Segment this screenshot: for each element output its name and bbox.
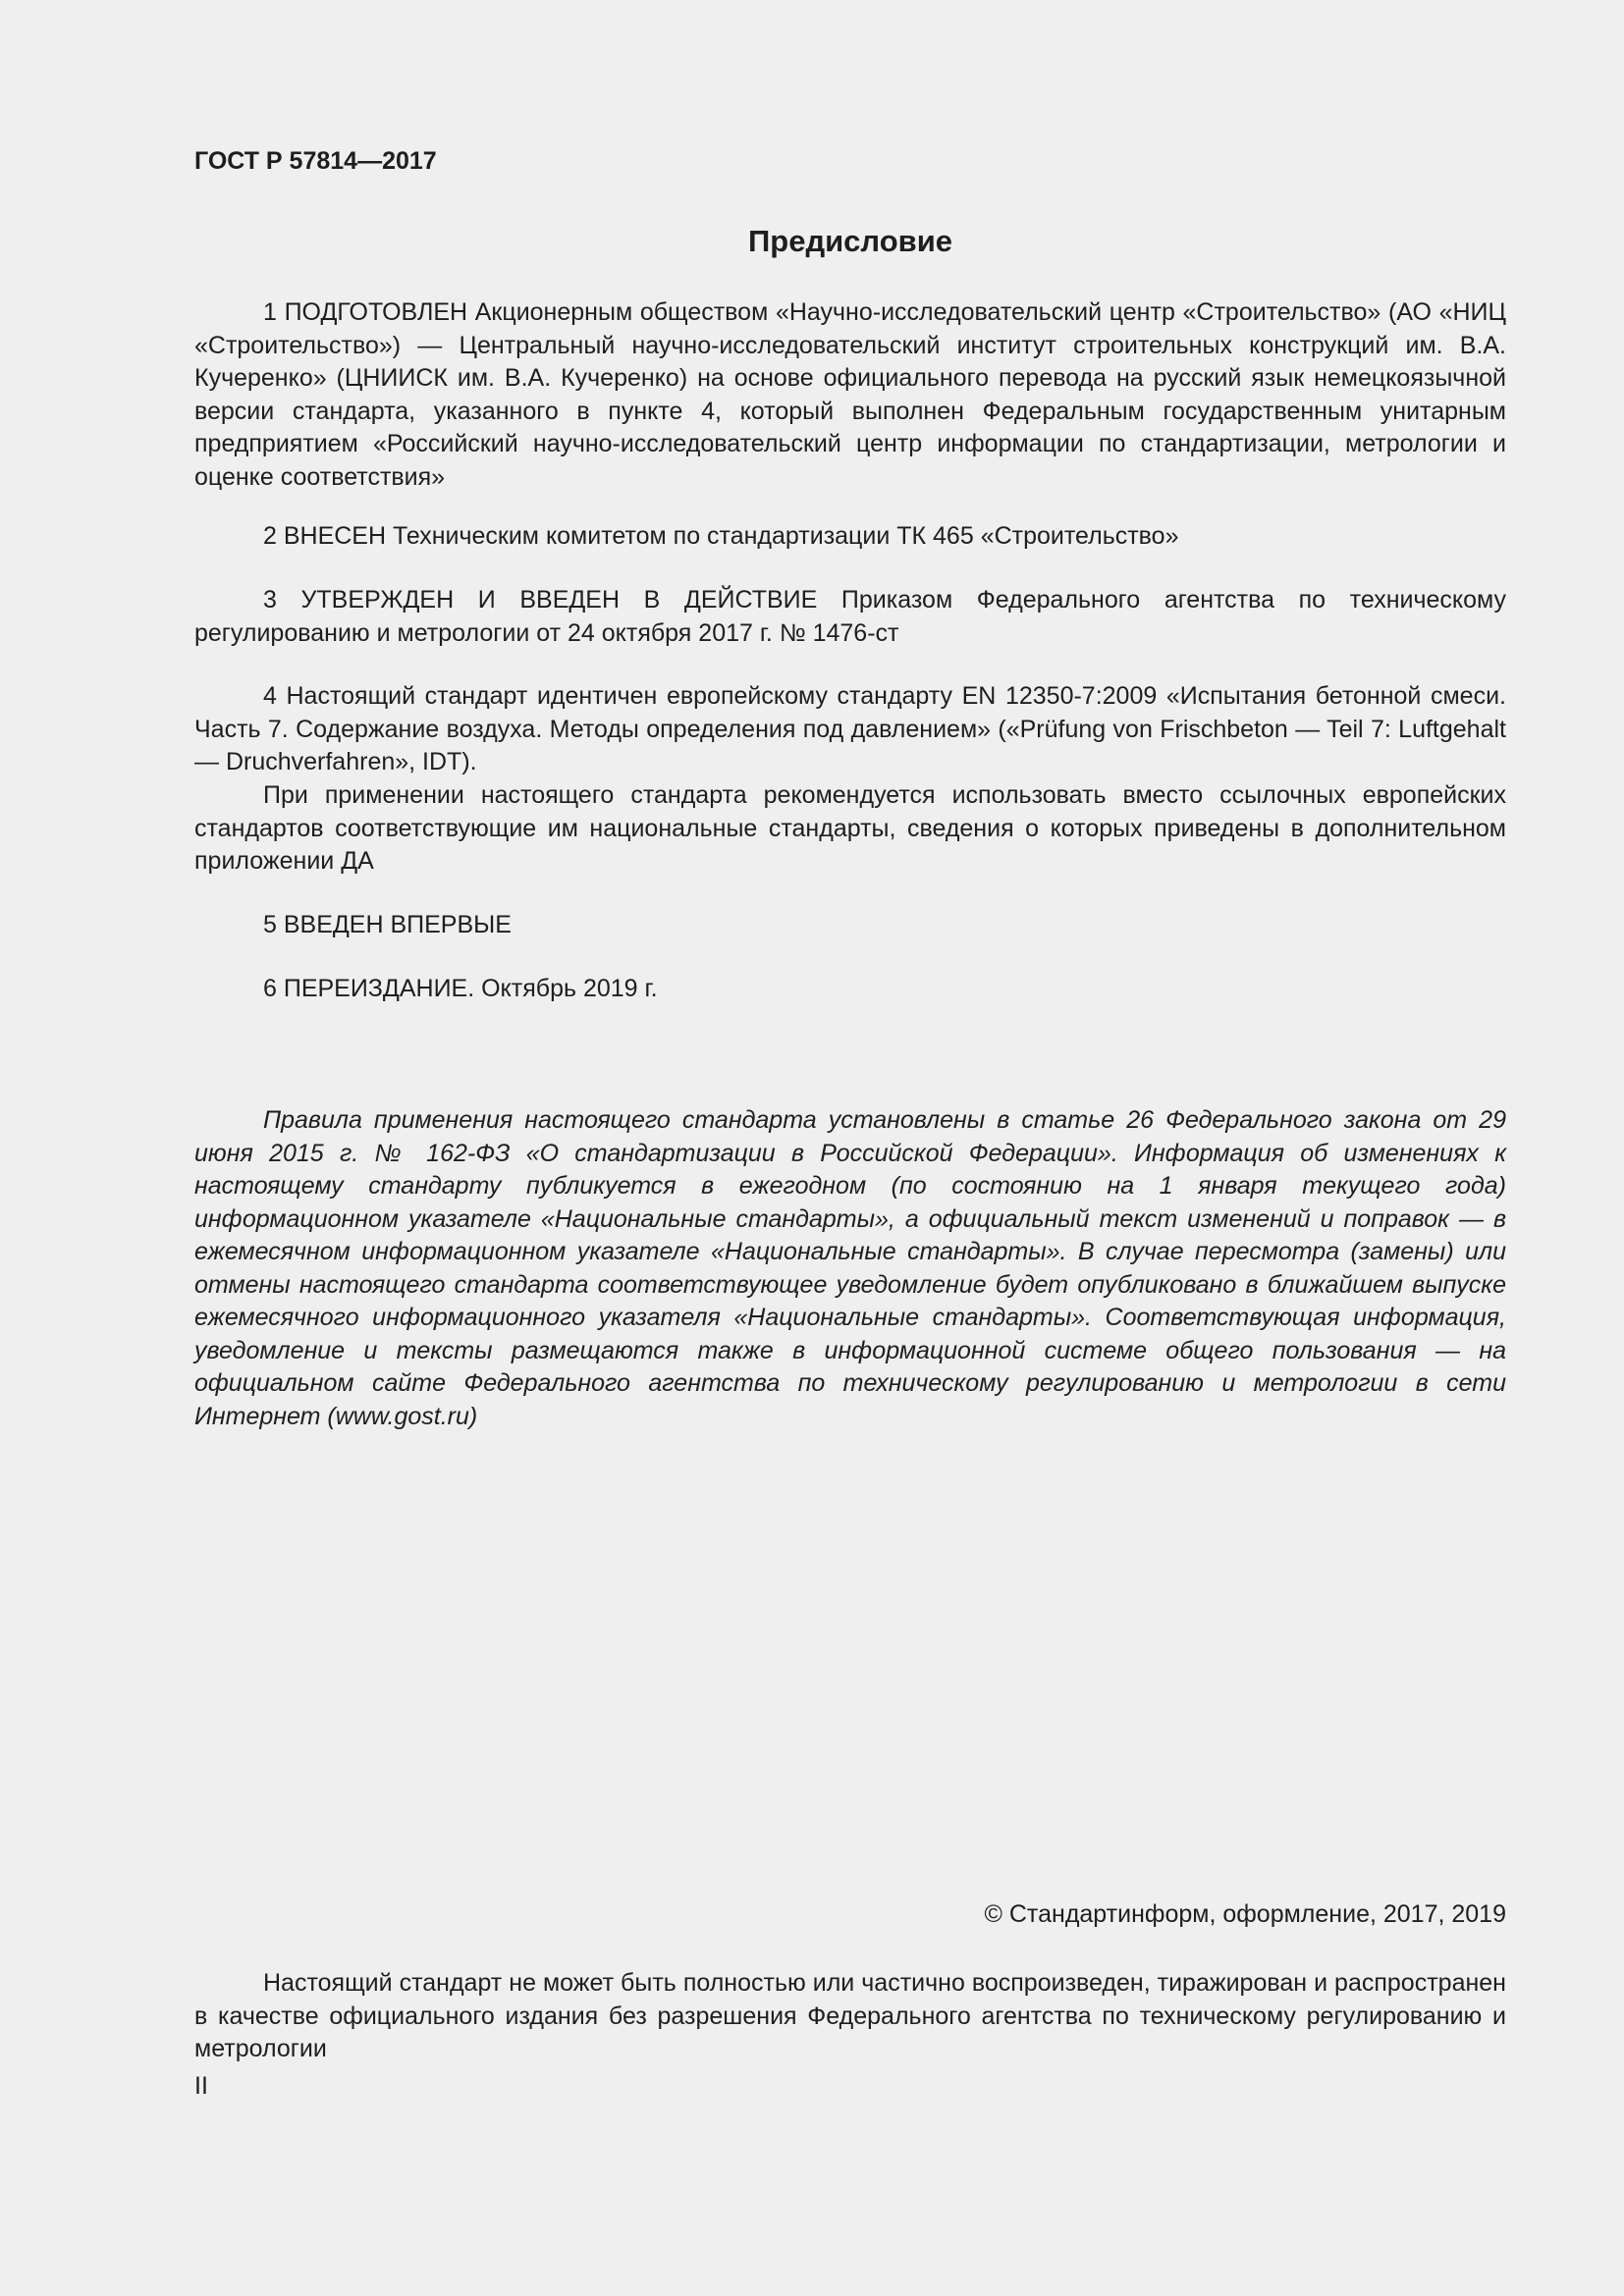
- rules-notice: Правила применения настоящего стандарта установлены в статье 26 Федерального закона от 29 июня 2015 г. № 162-ФЗ «О стандартизации в Российской Федерации». Информация об изменениях к настоящему стандарту публикуется в ежегодном (по состоянию на 1 января текущего года) информационном указателе «Национальные стандарты», а официальный текст изменений и поправок — в ежемесячном информационном указателе «Национальные стандарты». В случае пересмотра (замены) или отмены настоящего стандарта соответствующее уведомление будет опубликовано в ближайшем выпуске ежемесячного информационного указателя «Национальные стандарты». Соответствующая информация, уведомление и тексты размещаются также в информационной системе общего пользования — на официальном сайте Федерального агентства по техническому регулированию и метрологии в сети Интернет (www.gost.ru): [194, 1106, 1506, 1430]
- copyright-line: © Стандартинформ, оформление, 2017, 2019: [984, 1900, 1506, 1928]
- preface-item-2: 2 ВНЕСЕН Техническим комитетом по стандартизации ТК 465 «Строительство»: [263, 522, 1179, 550]
- reproduction-notice: Настоящий стандарт не может быть полностью или частично воспроизведен, тиражирован и распространен в качестве официального издания без разрешения Федерального агентства по техническому регулированию и метрологии: [194, 1969, 1506, 2062]
- preface-item-1: 1 ПОДГОТОВЛЕН Акционерным обществом «Научно-исследовательский центр «Строительство» (АО «НИЦ «Строительство») — Центральный научно-исследовательский институт строительных конструкций им. В.А. Кучеренко» (ЦНИИСК им. В.А. Кучеренко) на основе официального перевода на русский язык немецкоязычной версии стандарта, указанного в пункте 4, который выполнен Федеральным государственным унитарным предприятием «Российский научно-исследовательский центр информации по стандартизации, метрологии и оценке соответствия»: [194, 298, 1506, 491]
- document-code: ГОСТ Р 57814—2017: [194, 147, 437, 175]
- preface-item-6: 6 ПЕРЕИЗДАНИЕ. Октябрь 2019 г.: [263, 975, 658, 1002]
- preface-title: Предисловие: [747, 224, 952, 258]
- page-number: II: [194, 2072, 208, 2100]
- preface-item-5: 5 ВВЕДЕН ВПЕРВЫЕ: [263, 911, 512, 938]
- preface-item-4-note: При применении настоящего стандарта рекомендуется использовать вместо ссылочных европейских стандартов соответствующие им национальные стандарты, сведения о которых приведены в дополнительном приложении ДА: [194, 781, 1506, 875]
- preface-item-3: 3 УТВЕРЖДЕН И ВВЕДЕН В ДЕЙСТВИЕ Приказом Федерального агентства по техническому регулированию и метрологии от 24 октября 2017 г. № 1476-ст: [194, 586, 1506, 647]
- document-page: [194, 0, 1506, 2296]
- preface-item-4: 4 Настоящий стандарт идентичен европейскому стандарту EN 12350-7:2009 «Испытания бетонной смеси. Часть 7. Содержание воздуха. Методы определения под давлением» («Prüfung von Frischbeton — Teil 7: Luftgehalt — Druchverfahren», IDT).: [194, 682, 1506, 775]
